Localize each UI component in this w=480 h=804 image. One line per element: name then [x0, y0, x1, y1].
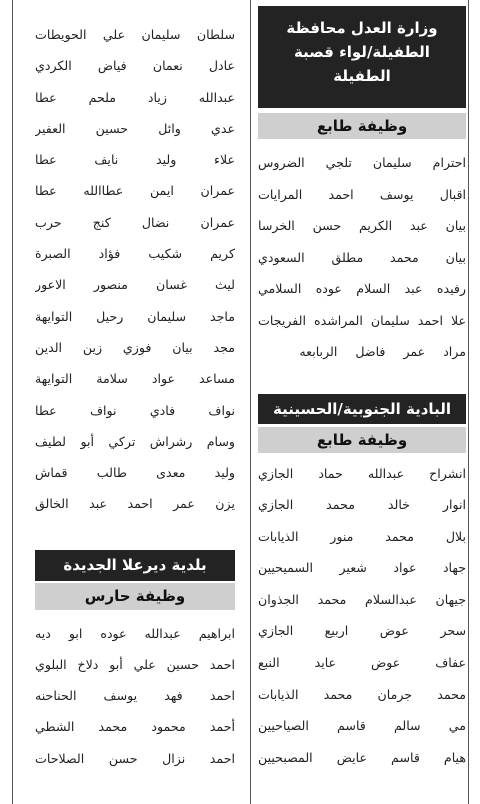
list-item: ابراهيم عبدالله عوده ابو ديه: [35, 625, 235, 641]
list-item: أحمد محمود محمد الشطي: [35, 719, 235, 735]
job-title-bar: [258, 427, 466, 453]
list-item: ليث غسان منصور الاعور: [35, 277, 235, 293]
list-item: بيان محمد مطلق السعودي: [258, 249, 466, 265]
list-item: جيهان عبدالسلام محمد الجذوان: [258, 591, 466, 607]
list-item: سحر عوض اربيع الجازي: [258, 623, 466, 639]
list-item: وسام رشراش تركي أبو لطيف: [35, 433, 235, 449]
list-item: محمد جرمان محمد الذيابات: [258, 686, 466, 702]
list-item: علاء وليد نايف عطا: [35, 152, 235, 168]
list-item: عدي وائل حسين العفير: [35, 120, 235, 136]
ministry-title: وزارة العدل محافظة الطفيلة/لواء قصبة الطفيلة: [286, 19, 438, 85]
job-title: وظيفة حارس: [84, 586, 186, 605]
list-item: علا احمد سليمان المراشده الفريجات: [258, 312, 466, 328]
list-item: عمران نضال كنج حرب: [35, 214, 235, 230]
right-column: [258, 0, 466, 773]
job-title-bar: [35, 583, 235, 610]
list-item: احمد فهد يوسف الحناحنه: [35, 688, 235, 704]
list-item: احمد نزال حسن الصلاحات: [35, 750, 235, 766]
list-item: عفاف عوض عايد النبع: [258, 655, 466, 671]
names-list: [258, 458, 466, 774]
names-list: [258, 147, 466, 368]
names-list: [35, 618, 235, 774]
list-item: احمد حسين علي أبو دلاخ البلوي: [35, 656, 235, 672]
list-item: بيان عبد الكريم حسن الخرسا: [258, 218, 466, 233]
list-item: انشراح عبدالله حماد الجازي: [258, 465, 466, 481]
list-item: سلطان سليمان علي الحويطات: [35, 27, 235, 42]
list-item: رفيده عبد السلام عوده السلامي: [258, 281, 466, 296]
left-column: [35, 0, 235, 774]
job-title-bar: [258, 113, 466, 139]
ministry-header: [258, 6, 466, 108]
list-item: مراد عمر فاضل الربابعه: [299, 344, 466, 359]
list-item: كريم شكيب فؤاد الصبرة: [35, 246, 235, 262]
names-list: [35, 19, 235, 520]
list-item: مجد بيان فوزي زين الدين: [35, 339, 235, 355]
job-title: وظيفة طابع: [316, 430, 408, 449]
left-column-rule: [12, 0, 13, 804]
deir-alla-header: [35, 550, 235, 581]
list-item: يزن عمر احمد عبد الخالق: [35, 496, 235, 512]
list-item: انوار خالد محمد الجازي: [258, 497, 466, 513]
middle-column-rule: [250, 0, 251, 804]
list-item: مساعد عواد سلامة التوايهة: [35, 371, 235, 387]
list-item: احترام سليمان تلجي الضروس: [258, 155, 466, 170]
list-item: ماجد سليمان رحيل التوايهة: [35, 308, 235, 324]
deir-alla-title: بلدية ديرعلا الجديدة: [63, 555, 207, 574]
list-item: مي سالم قاسم الصياحيين: [258, 718, 466, 734]
badia-title: البادية الجنوبية/الحسينية: [273, 399, 451, 418]
list-item: عمران ايمن عطاالله عطا: [35, 183, 235, 199]
badia-header: [258, 394, 466, 424]
list-item: نواف فادي نواف عطا: [35, 402, 235, 418]
list-item: عادل نعمان فياض الكردي: [35, 58, 235, 74]
list-item: بلال محمد منور الذيابات: [258, 528, 466, 544]
job-title: وظيفة طابع: [316, 117, 408, 135]
list-item: جهاد عواد شعير السميحيين: [258, 560, 466, 576]
list-item: وليد معدى طالب قماش: [35, 465, 235, 481]
right-column-rule: [468, 0, 469, 804]
list-item: عبدالله زياد ملحم عطا: [35, 89, 235, 105]
list-item: هيام قاسم عايض المصبحيين: [258, 749, 466, 765]
list-item: اقبال يوسف احمد المرايات: [258, 186, 466, 202]
